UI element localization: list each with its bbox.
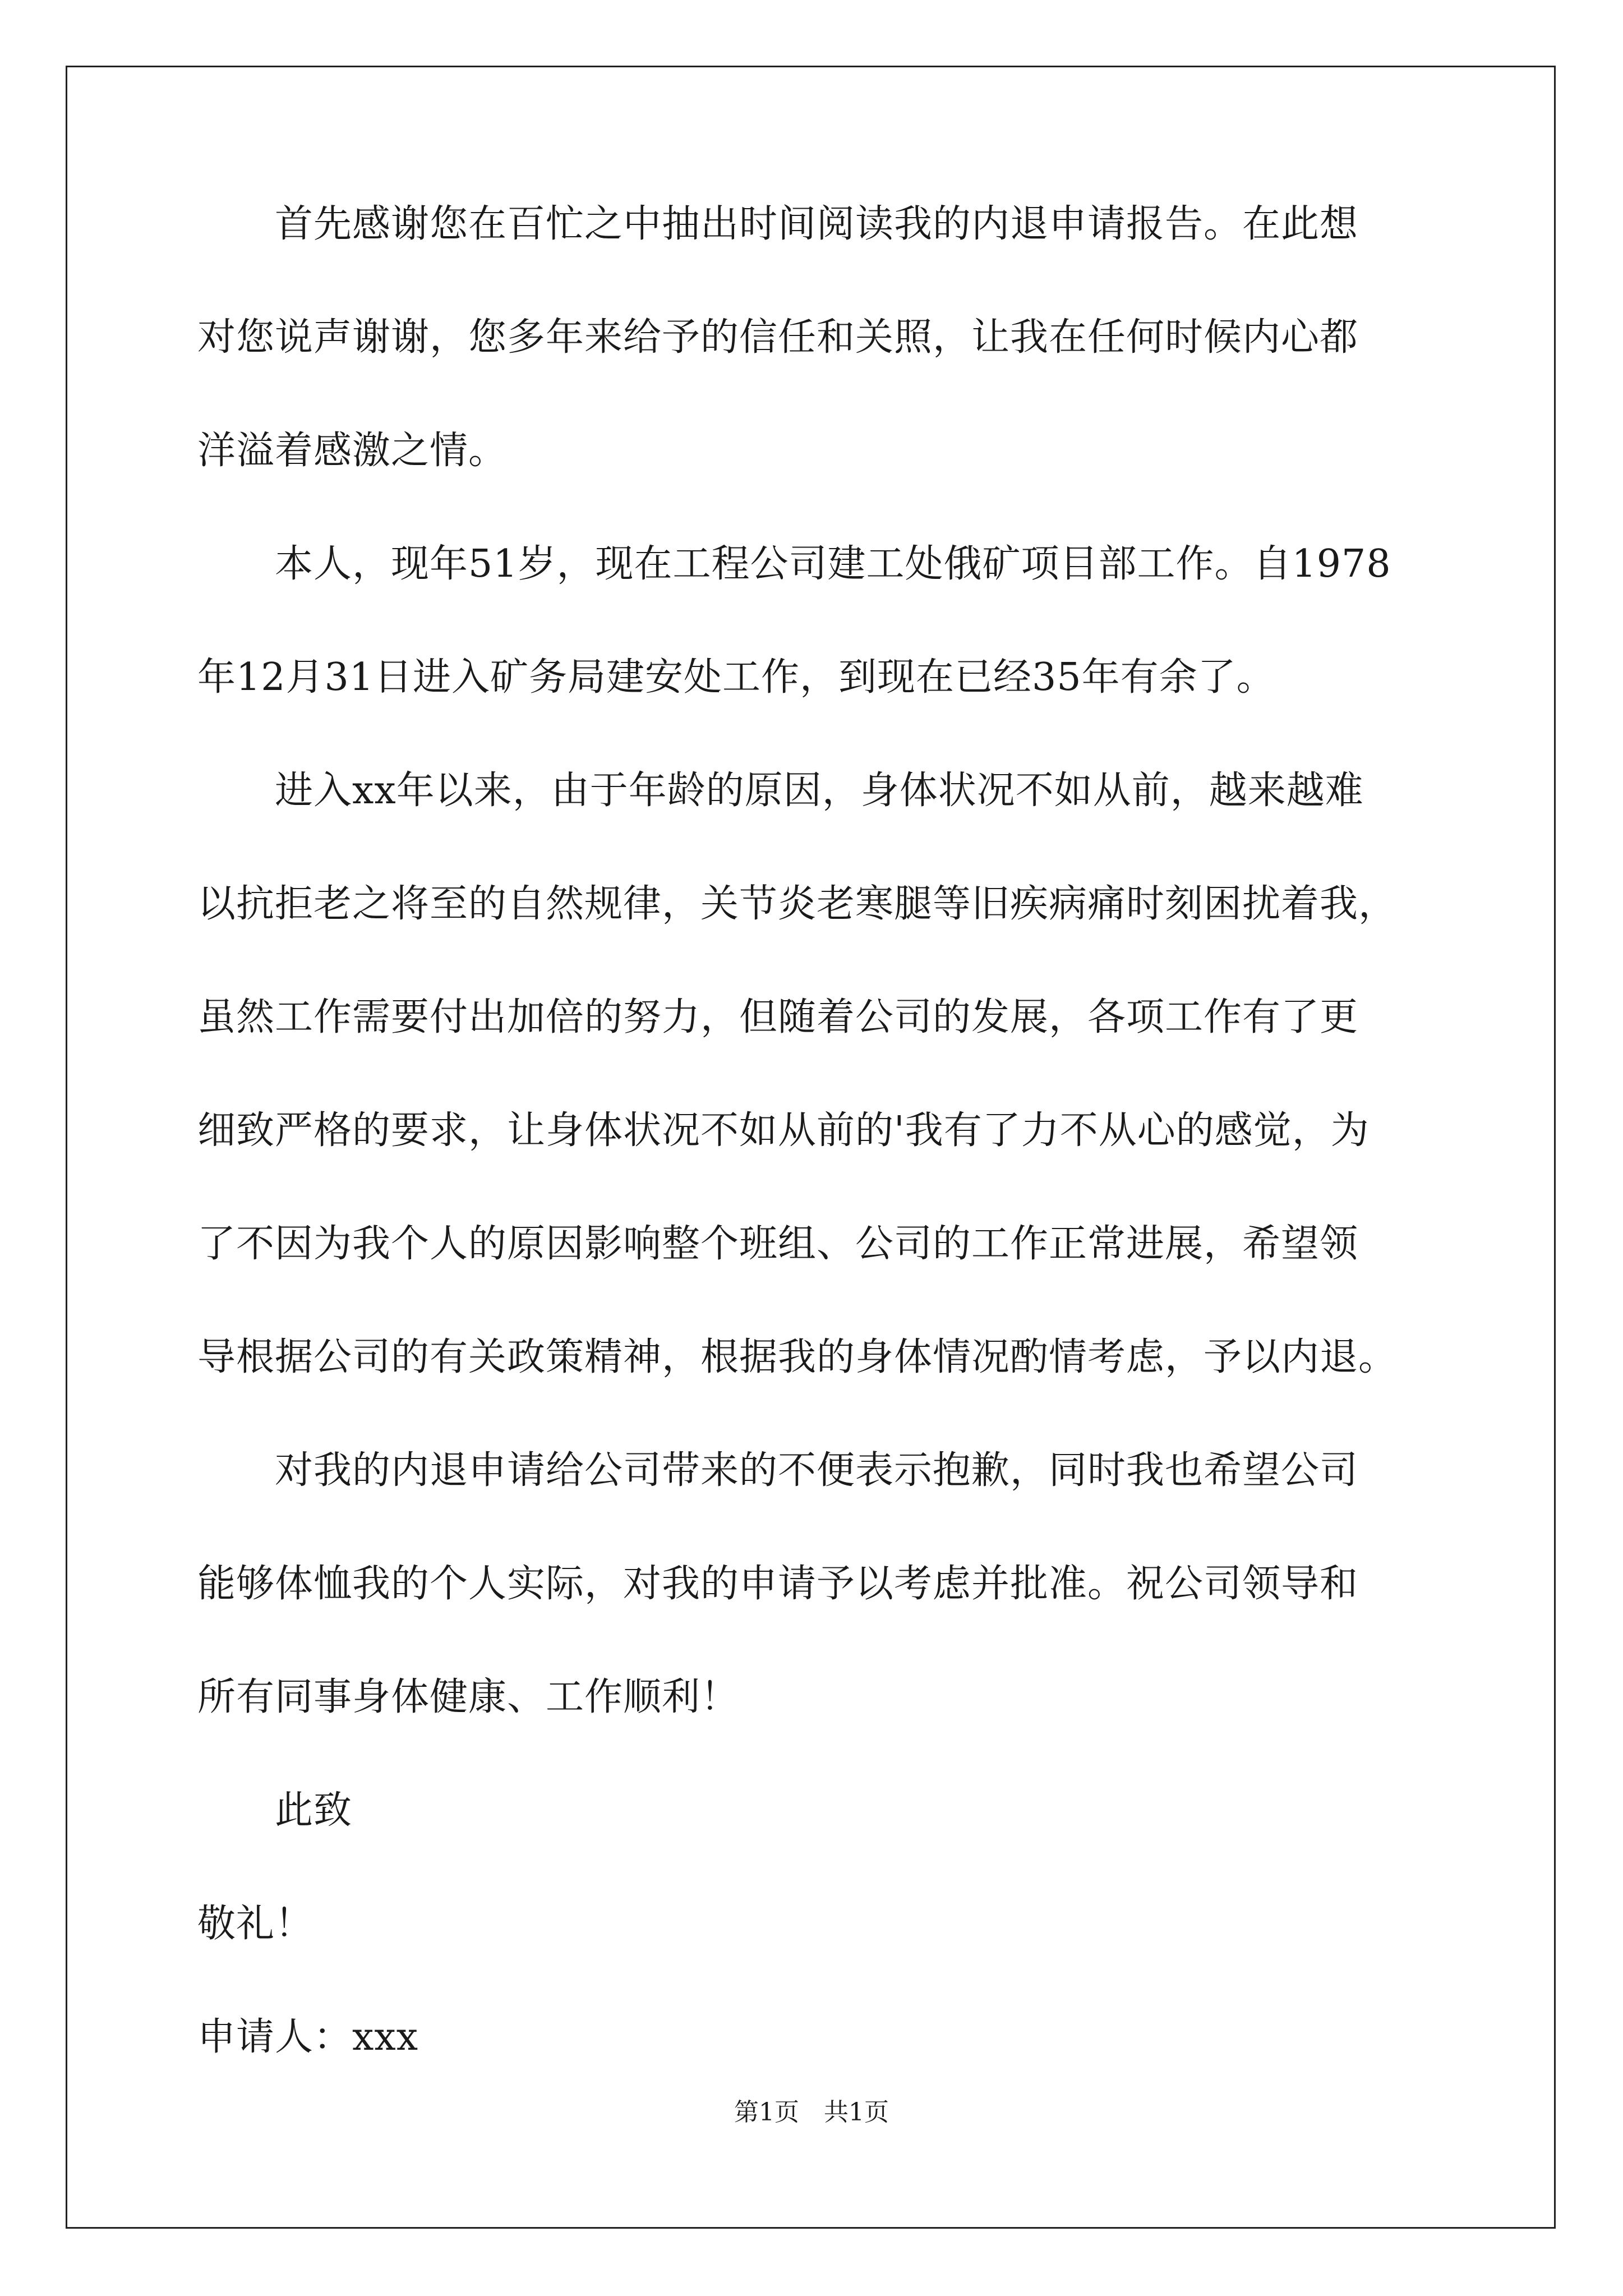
text-line: 年12月31日进入矿务局建安处工作，到现在已经35年有余了。 (197, 655, 1275, 700)
text-line: 所有同事身体健康、工作顺利！ (197, 1675, 740, 1719)
text-line: 能够体恤我的个人实际，对我的申请予以考虑并批准。祝公司领导和 (197, 1562, 1359, 1606)
text-line: 以抗拒老之将至的自然规律，关节炎老寒腿等旧疾病痛时刻困扰着我， (197, 882, 1398, 926)
text-line: 对您说声谢谢，您多年来给予的信任和关照，让我在任何时候内心都 (197, 315, 1359, 360)
text-line: 对我的内退申请给公司带来的不便表示抱歉，同时我也希望公司 (197, 1448, 1359, 1493)
text-line: 导根据公司的有关政策精神，根据我的身体情况酌情考虑，予以内退。 (197, 1335, 1398, 1379)
text-line: 洋溢着感激之情。 (197, 429, 508, 473)
text-line: 进入xx年以来，由于年龄的原因，身体状况不如从前，越来越难 (197, 769, 1364, 813)
text-line: 虽然工作需要付出加倍的努力，但随着公司的发展，各项工作有了更 (197, 995, 1359, 1039)
applicant-signature: 申请人：xxx (197, 2015, 419, 2059)
closing-salutation: 此致 (197, 1788, 353, 1833)
text-line: 本人，现年51岁，现在工程公司建工处俄矿项目部工作。自1978 (197, 542, 1391, 586)
page-number-footer: 第1页 共1页 (734, 2098, 889, 2127)
text-line: 首先感谢您在百忙之中抽出时间阅读我的内退申请报告。在此想 (197, 202, 1359, 246)
text-line: 了不因为我个人的原因影响整个班组、公司的工作正常进展，希望领 (197, 1222, 1359, 1266)
closing-regards: 敬礼！ (197, 1902, 314, 1946)
text-line: 细致严格的要求，让身体状况不如从前的'我有了力不从心的感觉，为 (197, 1108, 1370, 1153)
